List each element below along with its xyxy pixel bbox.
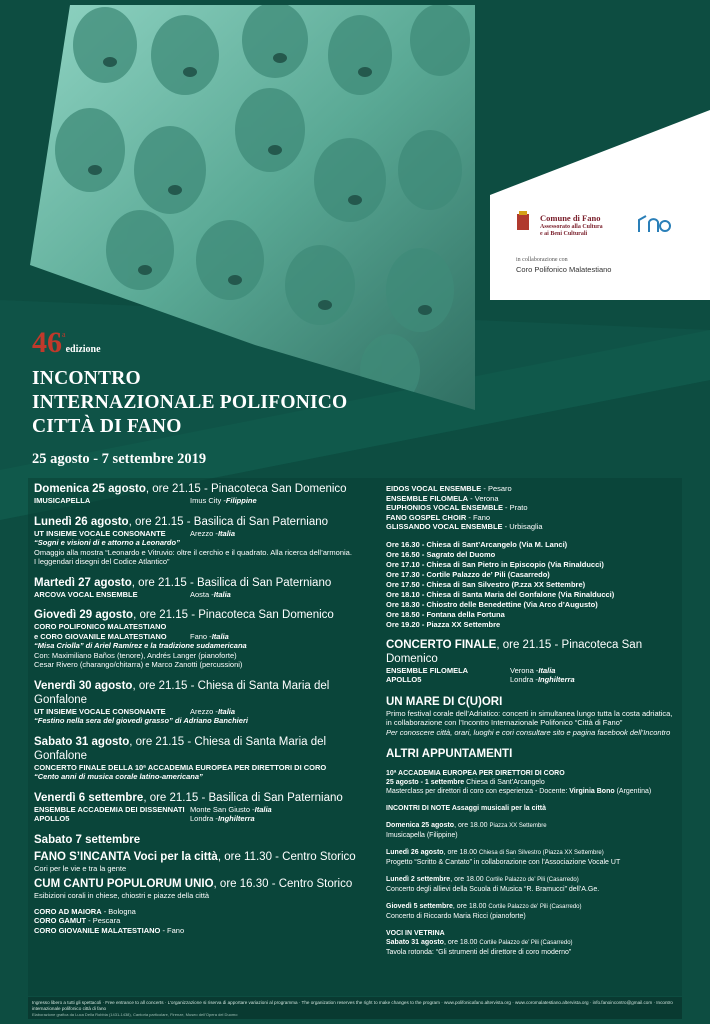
choir-name: CORO AD MAIORA <box>34 906 102 916</box>
academy-place: Chiesa di Sant’Arcangelo <box>464 779 545 786</box>
program-right-column <box>386 484 686 957</box>
event-title: FANO S’INCANTA Voci per la città <box>34 850 218 863</box>
notes-time: , ore 18.00 <box>450 876 486 883</box>
vetrina-date: Sabato 31 agosto <box>386 939 444 946</box>
notes-place: Piazza XX Settembre <box>489 823 547 829</box>
event-time-place: , ore 21.15 - Pinacoteca San Domenico <box>133 609 334 621</box>
event-time-place: , ore 21.15 - Pinacoteca San Domenico <box>386 638 643 665</box>
choir-city: - Pescara <box>86 916 121 925</box>
schedule-item: Ore 16.30 - Chiesa di Sant’Arcangelo (Via M. Lanci) <box>386 539 568 549</box>
performer-origin: Arezzo - <box>190 528 218 538</box>
schedule-item: Ore 17.30 - Cortile Palazzo de’ Pili (Casarredo) <box>386 569 550 579</box>
choir-city: - Prato <box>502 503 528 512</box>
notes-item <box>386 821 686 840</box>
academy-title: 10ª ACCADEMIA EUROPEA PER DIRETTORI DI CORO <box>386 770 565 777</box>
footer-credit: Elaborazione grafica da Luca Della Robbia (1431-1438), Cantoria particolare, Firenze, Museo dell’Opera del Duomo <box>32 1012 238 1017</box>
assessorato-line2: e ai Beni Culturali <box>540 231 588 237</box>
performer-origin: Fano - <box>190 631 212 641</box>
event-description: Esibizioni corali in chiese, chiostri e piazze della città <box>34 891 210 900</box>
event-item <box>34 735 380 782</box>
performer: APOLLO5 <box>386 675 422 684</box>
performer: IMUSICAPELLA <box>34 496 91 505</box>
event-item <box>34 877 380 901</box>
program-title: “Festino nella sera del giovedì grasso” di Adriano Banchieri <box>34 716 248 725</box>
program-title: “Sogni e visioni di e attorno a Leonardo” <box>34 538 180 547</box>
festival-note <box>386 695 686 738</box>
notes-time: , ore 18.00 <box>454 822 490 829</box>
event-time-place: , ore 21.15 - Basilica di San Paterniano <box>143 791 343 804</box>
event-item <box>386 638 686 685</box>
event-item <box>34 482 380 506</box>
event-day: Domenica 25 agosto <box>34 483 146 495</box>
performer-origin: Aosta - <box>190 589 214 599</box>
choir-name: CORO GIOVANILE MALATESTIANO <box>34 925 161 935</box>
event-item <box>34 576 380 600</box>
academy-desc: Masterclass per direttori di coro con esperienza - Docente: <box>386 788 570 795</box>
program-note: I leggendari disegni del Codice Atlantico” <box>34 557 170 566</box>
choir-city: - Urbisaglia <box>502 522 543 531</box>
performer: ARCOVA VOCAL ENSEMBLE <box>34 589 138 599</box>
performer-country: Inghilterra <box>217 814 255 823</box>
notes-date: Lunedì 2 settembre <box>386 876 451 883</box>
program-note: Con: Maximiliano Baños (tenore), Andrés Langer (pianoforte) <box>34 650 237 660</box>
notes-block <box>386 804 686 921</box>
event-day: Lunedì 26 agosto <box>34 515 129 528</box>
vetrina-title: VOCI IN VETRINA <box>386 930 445 937</box>
event-day: Venerdì 6 settembre <box>34 791 144 804</box>
event-time-place: , ore 21.15 - Chiesa di Santa Maria del Gonfalone <box>34 735 327 762</box>
event-item <box>34 515 380 567</box>
notes-title: INCONTRI DI NOTE Assaggi musicali per la città <box>386 805 546 812</box>
choir-city: - Verona <box>468 493 499 503</box>
performer: APOLLO5 <box>34 814 70 823</box>
performer-origin: Londra - <box>510 675 538 684</box>
performer: UT INSIEME VOCALE CONSONANTE <box>34 528 166 538</box>
choir-city: - Bologna <box>101 906 136 916</box>
notes-desc: Concerto di Riccardo Maria Ricci (pianoforte) <box>386 913 526 920</box>
event-title: CONCERTO FINALE <box>386 638 497 651</box>
program-note: Omaggio alla mostra “Leonardo e Vitruvio: oltre il cerchio e il quadrato. Alla ricerca dell’armonia. <box>34 547 352 557</box>
performer-origin: Monte San Giusto - <box>190 804 255 814</box>
choir-name: CORO GAMUT <box>34 916 87 925</box>
assessorato-line1: Assessorato alla Cultura <box>540 224 603 230</box>
note-line: Primo festival corale dell’Adriatico: concerti in simultanea lungo tutta la costa adriatica, <box>386 708 673 718</box>
notes-place: Cortile Palazzo de’ Pili (Casarredo) <box>488 904 582 910</box>
event-day: Venerdì 30 agosto <box>34 679 133 692</box>
notes-item <box>386 875 686 894</box>
schedule-item: Ore 19.20 - Piazza XX Settembre <box>386 619 501 629</box>
choir-name: FANO GOSPEL CHOIR <box>386 512 467 522</box>
event-time-place: , ore 21.15 - Pinacoteca San Domenico <box>145 483 347 495</box>
choir-name: GLISSANDO VOCAL ENSEMBLE <box>386 522 503 531</box>
edition-word: edizione <box>65 344 101 355</box>
schedule-item: Ore 16.50 - Sagrato del Duomo <box>386 549 496 559</box>
vetrina-place: Cortile Palazzo de’ Pili (Casarredo) <box>479 940 573 946</box>
note-line: Per conoscere città, orari, luoghi e cori consultare sito e pagina facebook dell’Incontro <box>386 727 671 737</box>
vetrina-block <box>386 929 686 957</box>
notes-item <box>386 848 686 867</box>
choir-city: - Fano <box>466 512 491 522</box>
event-item <box>34 833 380 874</box>
logo-panel <box>0 0 710 420</box>
schedule-item: Ore 18.30 - Chiostro delle Benedettine (Via Arco d’Augusto) <box>386 599 598 609</box>
page-title <box>32 367 347 439</box>
title-line: INTERNAZIONALE POLIFONICO <box>32 392 348 413</box>
schedule-item: Ore 18.50 - Fontana della Fortuna <box>386 609 505 619</box>
notes-desc: Imusicapella (Filippine) <box>386 832 458 839</box>
vetrina-time: , ore 18.00 <box>443 939 480 946</box>
notes-time: , ore 18.00 <box>443 849 479 856</box>
edition-label <box>32 326 101 360</box>
choir-list <box>34 907 380 936</box>
performer-country: Italia <box>213 589 231 599</box>
notes-date: Giovedì 5 settembre <box>386 903 453 910</box>
festival-dates: 25 agosto - 7 settembre 2019 <box>32 451 207 467</box>
event-day: Giovedì 29 agosto <box>34 609 134 621</box>
event-item <box>34 791 380 824</box>
section-heading: ALTRI APPUNTAMENTI <box>386 748 513 760</box>
notes-desc: Progetto “Scritto & Cantato” in collaborazione con l’Associazione Vocale UT <box>386 859 621 866</box>
footer <box>28 997 682 1019</box>
event-item <box>34 679 380 726</box>
choir-city: - Pesaro <box>481 484 512 493</box>
collab-label: in collaborazione con <box>516 257 568 263</box>
program-title: “Cento anni di musica corale latino-americana” <box>34 772 203 781</box>
event-time-place: , ore 11.30 - Centro Storico <box>217 850 356 863</box>
event-time-place: , ore 21.15 - Basilica di San Paterniano <box>131 576 332 589</box>
schedule-list <box>386 540 686 630</box>
performer-country: Inghilterra <box>537 675 575 684</box>
choir-name: ENSEMBLE FILOMELA <box>386 493 469 503</box>
performer-origin: Arezzo - <box>190 706 218 716</box>
section-heading: UN MARE DI C(U)ORI <box>386 695 503 708</box>
event-time-place: , ore 16.30 - Centro Storico <box>213 878 353 890</box>
academy-teacher: Virginia Bono <box>569 788 615 795</box>
note-line: in collaborazione con l’Incontro Internazionale Polifonico “Città di Fano” <box>386 718 623 727</box>
event-day: Martedì 27 agosto <box>34 576 132 589</box>
vetrina-desc: Tavola rotonda: “Gli strumenti del direttore di coro moderno” <box>386 949 572 956</box>
performer: CORO POLIFONICO MALATESTIANO <box>34 622 167 631</box>
event-description: Cori per le vie e tra la gente <box>34 863 127 873</box>
event-time-place: , ore 21.15 - Basilica di San Paterniano <box>128 515 329 528</box>
title-line: CITTÀ DI FANO <box>32 416 182 437</box>
choir-city: - Fano <box>160 925 185 935</box>
performer-country: Italia <box>538 665 556 675</box>
title-line: INCONTRO <box>32 368 141 389</box>
comune-name: Comune di Fano <box>540 213 601 223</box>
performer: ENSEMBLE FILOMELA <box>386 665 469 675</box>
notes-date: Lunedì 26 agosto <box>386 849 444 856</box>
edition-number: 46 <box>32 326 62 359</box>
event-item <box>34 608 380 670</box>
performer-country: Italia <box>254 804 272 814</box>
choir-list <box>386 484 686 532</box>
academy-country: (Argentina) <box>614 788 652 795</box>
event-day: Sabato 7 settembre <box>34 833 141 846</box>
coro-name: Coro Polifonico Malatestiano <box>516 265 612 274</box>
notes-place: Chiesa di San Silvestro (Piazza XX Settembre) <box>478 850 604 856</box>
notes-desc: Concerto degli allievi della Scuola di Musica “R. Bramucci” dell’A.Ge. <box>386 886 600 893</box>
event-time-place: , ore 21.15 - Chiesa di Santa Maria del Gonfalone <box>34 679 330 706</box>
performer-origin: Londra - <box>190 814 218 823</box>
schedule-item: Ore 18.10 - Chiesa di Santa Maria del Gonfalone (Via Rinalducci) <box>386 589 615 599</box>
event-title: CUM CANTU POPULORUM UNIO <box>34 878 214 890</box>
notes-time: , ore 18.00 <box>452 903 489 910</box>
performer-country: Italia <box>217 528 236 538</box>
performer: ENSEMBLE ACCADEMIA DEI DISSENNATI <box>34 804 185 814</box>
edition-superscript: a <box>62 330 66 339</box>
notes-item <box>386 902 686 921</box>
program-note: Cesar Rivero (charango/chitarra) e Marco Zanotti (percussioni) <box>34 660 243 669</box>
performer-origin: Verona - <box>510 665 539 675</box>
event-day: Sabato 31 agosto <box>34 735 130 748</box>
performer-country: Italia <box>211 631 229 641</box>
performer-country: Italia <box>217 706 236 716</box>
performer-country: Filippine <box>225 496 257 505</box>
performer: e CORO GIOVANILE MALATESTIANO <box>34 631 167 641</box>
notes-date: Domenica 25 agosto <box>386 822 455 829</box>
performer: CONCERTO FINALE DELLA 10ª ACCADEMIA EUROPEA PER DIRETTORI DI CORO <box>34 762 327 772</box>
academy-block <box>386 769 686 796</box>
notes-place: Cortile Palazzo de’ Pili (Casarredo) <box>485 877 579 883</box>
academy-date: 25 agosto - 1 settembre <box>386 779 465 786</box>
performer: UT INSIEME VOCALE CONSONANTE <box>34 706 166 716</box>
program-left-column <box>34 482 380 935</box>
program-title: “Misa Criolla” di Ariel Ramírez e la tradizione sudamericana <box>34 641 247 650</box>
schedule-item: Ore 17.10 - Chiesa di San Pietro in Episcopio (Via Rinalducci) <box>386 559 604 569</box>
footer-info: Ingresso libero a tutti gli spettacoli · Free entrance to all concerts · L’organizzazione si riserva di apportare variazioni al programma · The organization reserves the right to make changes to the program · www.polifonicafano.altervista.org · www.coromalatestiano.altervista.org · info.fanoincontro@gmail.com · Incontro internazionale polifonico città di fano <box>32 1000 673 1011</box>
schedule-item: Ore 17.50 - Chiesa di San Silvestro (P.zza XX Settembre) <box>386 579 586 589</box>
choir-name: EIDOS VOCAL ENSEMBLE <box>386 484 482 493</box>
choir-name: EUPHONIOS VOCAL ENSEMBLE <box>386 503 503 512</box>
performer-origin: Imus City - <box>190 496 226 505</box>
